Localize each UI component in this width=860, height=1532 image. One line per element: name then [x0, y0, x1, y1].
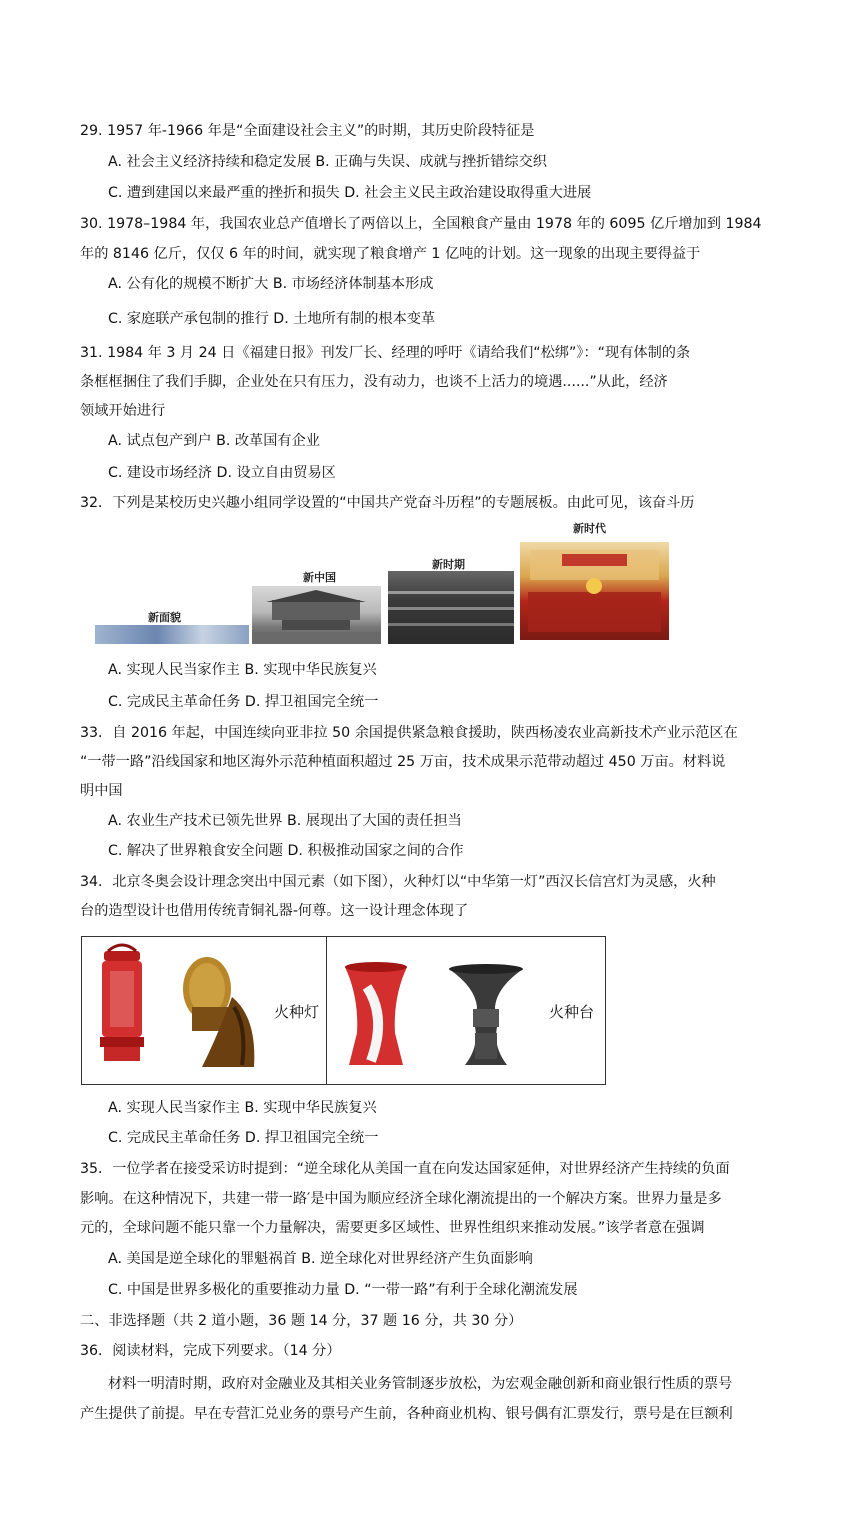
photo-new-era	[520, 542, 669, 640]
question-35-options-cd: C. 中国是世界多极化的重要推动力量 D. “一带一路”有利于全球化潮流发展	[108, 1282, 578, 1298]
material-1-line1: 材料一明清时期，政府对金融业及其相关业务管制逐步放松，为宏观金融创新和商业银行性质的票号	[108, 1376, 733, 1392]
caption-new-era: 新时代	[573, 522, 606, 535]
question-30-stem-line2: 年的 8146 亿斤，仅仅 6 年的时间，就实现了粮食增产 1 亿吨的计划。这一现象的出现主要得益于	[80, 246, 701, 262]
question-35-stem-line1: 35．一位学者在接受采访时提到：“逆全球化从美国一直在向发达国家延伸，对世界经济产生持续的负面	[80, 1161, 730, 1177]
question-29-stem: 29. 1957 年-1966 年是“全面建设社会主义”的时期，其历史阶段特征是	[80, 123, 535, 139]
question-35-stem-line2: 影响。在这种情况下，共建一带一路′是中国为顺应经济全球化潮流提出的一个解决方案。世界力量是多	[80, 1191, 722, 1207]
question-35-stem-line3: 元的，全球问题不能只靠一个力量解决，需要更多区域性、世界性组织来推动发展。”该学者意在强调	[80, 1220, 705, 1236]
question-31-options-cd: C. 建设市场经济 D. 设立自由贸易区	[108, 465, 336, 481]
question-31-options-ab: A. 试点包产到户 B. 改革国有企业	[108, 433, 320, 449]
question-34-options-ab: A. 实现人民当家作主 B. 实现中华民族复兴	[108, 1100, 377, 1116]
question-34-options-cd: C. 完成民主革命任务 D. 捍卫祖国完全统一	[108, 1130, 379, 1146]
photo-new-face	[95, 625, 249, 644]
question-32-options-cd: C. 完成民主革命任务 D. 捍卫祖国完全统一	[108, 694, 379, 710]
question-30-options-ab: A. 公有化的规模不断扩大 B. 市场经济体制基本形成	[108, 276, 434, 292]
question-33-stem-line1: 33．自 2016 年起，中国连续向亚非拉 50 余国提供紧急粮食援助，陕西杨凌农业高新技术产业示范区在	[80, 725, 738, 741]
caption-new-face: 新面貌	[148, 611, 181, 624]
question-32-options-ab: A. 实现人民当家作主 B. 实现中华民族复兴	[108, 662, 377, 678]
question-33-stem-line2: “一带一路”沿线国家和地区海外示范种植面积超过 25 万亩，技术成果示范带动超过 450 万亩。材料说	[80, 754, 726, 770]
torch-lantern-label: 火种灯	[274, 1003, 320, 1021]
question-32-stem: 32．下列是某校历史兴趣小组同学设置的“中国共产党奋斗历程”的专题展板。由此可见，该奋斗历	[80, 495, 695, 511]
material-1-line2: 产生提供了前提。早在专营汇兑业务的票号产生前，各种商业机构、银号偶有汇票发行，票号是在巨额利	[80, 1406, 733, 1422]
question-36-stem: 36．阅读材料，完成下列要求。（14 分）	[80, 1343, 341, 1359]
question-30-options-cd: C. 家庭联产承包制的推行 D. 土地所有制的根本变革	[108, 311, 436, 327]
question-33-stem-line3: 明中国	[80, 783, 123, 799]
section-2-heading: 二、非选择题（共 2 道小题，36 题 14 分，37 题 16 分，共 30 分）	[80, 1313, 523, 1329]
question-29-options-ab: A. 社会主义经济持续和稳定发展 B. 正确与失误、成就与挫折错综交织	[108, 154, 547, 170]
torch-lantern-panel	[81, 936, 328, 1085]
photo-new-china	[252, 586, 381, 644]
question-30-stem-line1: 30. 1978–1984 年，我国农业总产值增长了两倍以上，全国粮食产量由 1978 年的 6095 亿斤增加到 1984	[80, 216, 762, 232]
torch-cauldron-label: 火种台	[549, 1003, 595, 1021]
question-34-stem-line1: 34．北京冬奥会设计理念突出中国元素（如下图），火种灯以“中华第一灯”西汉长信宫灯为灵感，火种	[80, 874, 716, 890]
photo-new-period	[388, 571, 514, 644]
caption-new-china: 新中国	[303, 571, 336, 584]
question-35-options-ab: A. 美国是逆全球化的罪魁祸首 B. 逆全球化对世界经济产生负面影响	[108, 1251, 533, 1267]
caption-new-period: 新时期	[432, 558, 465, 571]
question-33-options-cd: C. 解决了世界粮食安全问题 D. 积极推动国家之间的合作	[108, 843, 464, 859]
question-31-stem-line1: 31. 1984 年 3 月 24 日《福建日报》刊发厂长、经理的呼吁《请给我们“松绑”》：“现有体制的条	[80, 345, 691, 361]
question-34-stem-line2: 台的造型设计也借用传统青铜礼器-何尊。这一设计理念体现了	[80, 903, 469, 919]
question-31-stem-line2: 条框框捆住了我们手脚，企业处在只有压力，没有动力，也谈不上活力的境遇......”从此，经济	[80, 374, 668, 390]
question-31-stem-line3: 领域开始进行	[80, 403, 166, 419]
question-33-options-ab: A. 农业生产技术已领先世界 B. 展现出了大国的责任担当	[108, 813, 462, 829]
question-29-options-cd: C. 遭到建国以来最严重的挫折和损失 D. 社会主义民主政治建设取得重大进展	[108, 185, 592, 201]
torch-cauldron-panel	[326, 936, 606, 1085]
